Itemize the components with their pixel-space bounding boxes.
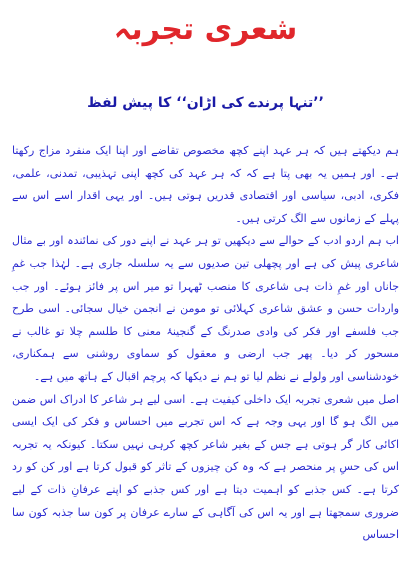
paragraph-1: ہم دیکھتے ہیں کہ ہر عہد اپنے کچھ مخصوص تقاضے اور اپنا ایک منفرد مزاج رکھتا ہے۔ اور ہمیں یہ بھی پتا ہے کہ کہ ہر عہد کی کچھ اپنی تہذیبی، تمدنی، علمی، فکری، ادبی، سیاسی اور اقتصادی قدریں ہوتی ہیں۔ اور یہی اقدار اسے اس سے پہلے کے زمانوں سے الگ کرتی ہیں۔: [12, 144, 399, 225]
document-body: [12, 140, 399, 547]
document-title: شعری تجربہ: [113, 12, 298, 47]
paragraph-2: اب ہم اردو ادب کے حوالے سے دیکھیں تو ہر عہد نے اپنے دور کی نمائندہ اور بے مثال شاعری پیش کی ہے اور پچھلی تین صدیوں سے یہ سلسلہ جاری ہے۔ لہٰذا جب غمِ جاناں اور غمِ ذات ہی شاعری کا منصب ٹھہرا تو میر اس پر فائز ہوئے۔ اور جب واردات حسن و عشق شاعری کہلائی تو مومن نے انجمن خیال سجائی۔ اسی طرح جب فلسفے اور فکر کی وادی صدرنگ کے گنجینۂ معنی کا طلسم چلا تو غالب نے مسحور کر دیا۔ پھر جب ارضی و معقول کو سماوی روشنی سے ہمکناری، خودشناسی اور ولولے نے نظم لیا تو ہم نے دیکھا کہ پرچم اقبال کے ہاتھ میں ہے۔: [12, 234, 399, 383]
document-subtitle: ’’تنہا پرندے کی اڑان‘‘ کا پیش لفظ: [87, 95, 324, 111]
paragraph-3: اصل میں شعری تجربہ ایک داخلی کیفیت ہے۔ اسی لیے ہر شاعر کا ادراک اس ضمن میں الگ ہو گا اور یہی وجہ ہے کہ اس تجربے میں احساس و فکر کی ایک ایسی اکائی کار گر ہوتی ہے جس کے بغیر شاعر کچھ کرہی نہیں سکتا۔ کیونکہ یہ تجربہ اس کی حسِ پر منحصر ہے کہ وہ کن چیزوں کے تاثر کو قبول کرتا ہے اور کن کو رد کرتا ہے۔ کس جذبے کو اہمیت دیتا ہے اور کس جذبے کو اپنے عرفانِ ذات کے لیے ضروری سمجھتا ہے اور یہ اس کی آگاہی کے سارے عرفان پر کون سا جذبہ کون سا احساس: [12, 392, 399, 542]
